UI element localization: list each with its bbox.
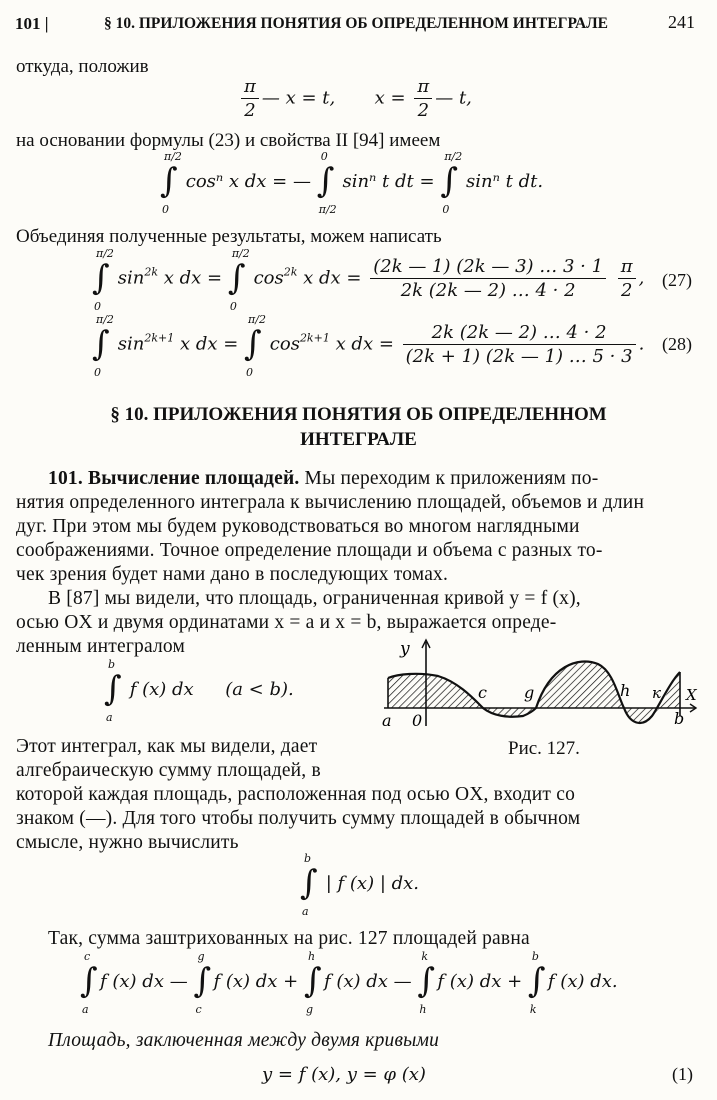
figure-caption: Рис. 127.: [508, 738, 580, 759]
page-number: 241: [668, 12, 695, 32]
paragraph-101-line: нятия определенного интеграла к вычислению площадей, объемов и длин: [16, 492, 645, 513]
paragraph-line: Так, сумма заштрихованных на рис. 127 площадей равна: [48, 928, 530, 949]
equation-number-1: (1): [672, 1064, 693, 1084]
section-title-line-1: § 10. ПРИЛОЖЕНИЯ ПОНЯТИЯ ОБ ОПРЕДЕЛЕННОМ: [110, 404, 607, 425]
paragraph-101-line: дуг. При этом мы будем руководствоваться во многом наглядными: [16, 516, 580, 537]
formula-27: π/2 ∫ 0 $\sin^{2k} x$ dx = π/2 ∫ 0 $\cos^{2k} x$ dx = $\frac{(2k — 1) (2k — 3) \dots 3 \cdot 1}{2k (2k — 2) \dots 4 \cdot 2}$ $\frac{\pi}{2}$ ,: [92, 246, 645, 313]
figure-127: [378, 636, 704, 732]
curves-formula: y = f (x), y = φ (x): [262, 1064, 426, 1085]
label-a: a: [382, 711, 392, 730]
paragraph-line: Площадь, заключенная между двумя кривыми: [48, 1030, 440, 1051]
equation-number-28: (28): [662, 334, 692, 354]
header-title: § 10. ПРИЛОЖЕНИЯ ПОНЯТИЯ ОБ ОПРЕДЕЛЕННОМ ИНТЕГРАЛЕ: [104, 15, 609, 32]
paragraph-101-line: чек зрения будет нами дано в последующих томах.: [16, 564, 449, 585]
paragraph-line: ленным интегралом: [16, 636, 186, 657]
label-x: X: [686, 686, 697, 704]
paragraph-line: знаком (—). Для того чтобы получить сумму площадей в обычном: [16, 808, 581, 829]
cos-sin-integral-formula: π/2 ∫ 0 cosⁿ x dx = — 0 ∫ π/2 sinⁿ t dt = π/2 ∫ 0 sinⁿ t dt.: [160, 150, 544, 216]
header-section-number: 101 |: [15, 14, 49, 33]
area-k-b: [660, 672, 680, 708]
text-line: на основании формулы (23) и свойства II [94] имеем: [16, 130, 441, 151]
paragraph-line: Этот интеграл, как мы видели, дает: [16, 736, 318, 757]
label-0: 0: [412, 711, 423, 730]
section-title-line-2: ИНТЕГРАЛЕ: [300, 429, 417, 450]
paragraph-line: которой каждая площадь, расположенная под осью OX, входит со: [16, 784, 576, 805]
paragraph-line: алгебраическую сумму площадей, в: [16, 760, 321, 781]
paragraph-101-line: соображениями. Точное определение площади и объема с разных то-: [16, 540, 603, 561]
area-a-c: [388, 674, 483, 708]
label-h: h: [620, 681, 631, 700]
label-c: c: [478, 683, 487, 702]
label-y: y: [400, 639, 410, 659]
substitution-formula: $\frac{\pi}{2}$ — x = t, x = $\frac{\pi}{2}$ — t,: [238, 76, 472, 121]
absolute-integral-formula: b ∫ a | f (x) | dx.: [300, 852, 420, 918]
text-line: Объединяя полученные результаты, можем написать: [16, 226, 442, 247]
label-b: b: [674, 709, 685, 728]
paragraph-line: осью OX и двумя ординатами x = a и x = b, выражается опреде-: [16, 612, 557, 633]
paragraph-101-line: 101. Вычисление площадей. Мы переходим к приложениям по-: [48, 468, 599, 489]
definite-integral-formula: b ∫ a f (x) dx (a < b).: [104, 658, 294, 724]
label-k: к: [652, 684, 661, 702]
paragraph-line: смысле, нужно вычислить: [16, 832, 239, 853]
text-line: откуда, положив: [16, 56, 149, 77]
area-g-h: [536, 661, 624, 708]
sum-of-integrals-formula: c ∫ a f (x) dx — g ∫ c f (x) dx + h ∫ g f (x) dx — k ∫ h f (x) dx + b ∫ k f (x) dx.: [80, 950, 618, 1016]
equation-number-27: (27): [662, 270, 692, 290]
label-g: g: [524, 683, 535, 702]
paragraph-line: В [87] мы видели, что площадь, ограниченная кривой y = f (x),: [48, 588, 581, 609]
formula-28: π/2 ∫ 0 $\sin^{2k+1} x$ dx = π/2 ∫ 0 $\cos^{2k+1} x$ dx = $\frac{2k (2k — 2) \dots 4 \cdot 2}{(2k + 1) (2k — 1) \dots 5 \cdot 3}$ .: [92, 312, 645, 379]
